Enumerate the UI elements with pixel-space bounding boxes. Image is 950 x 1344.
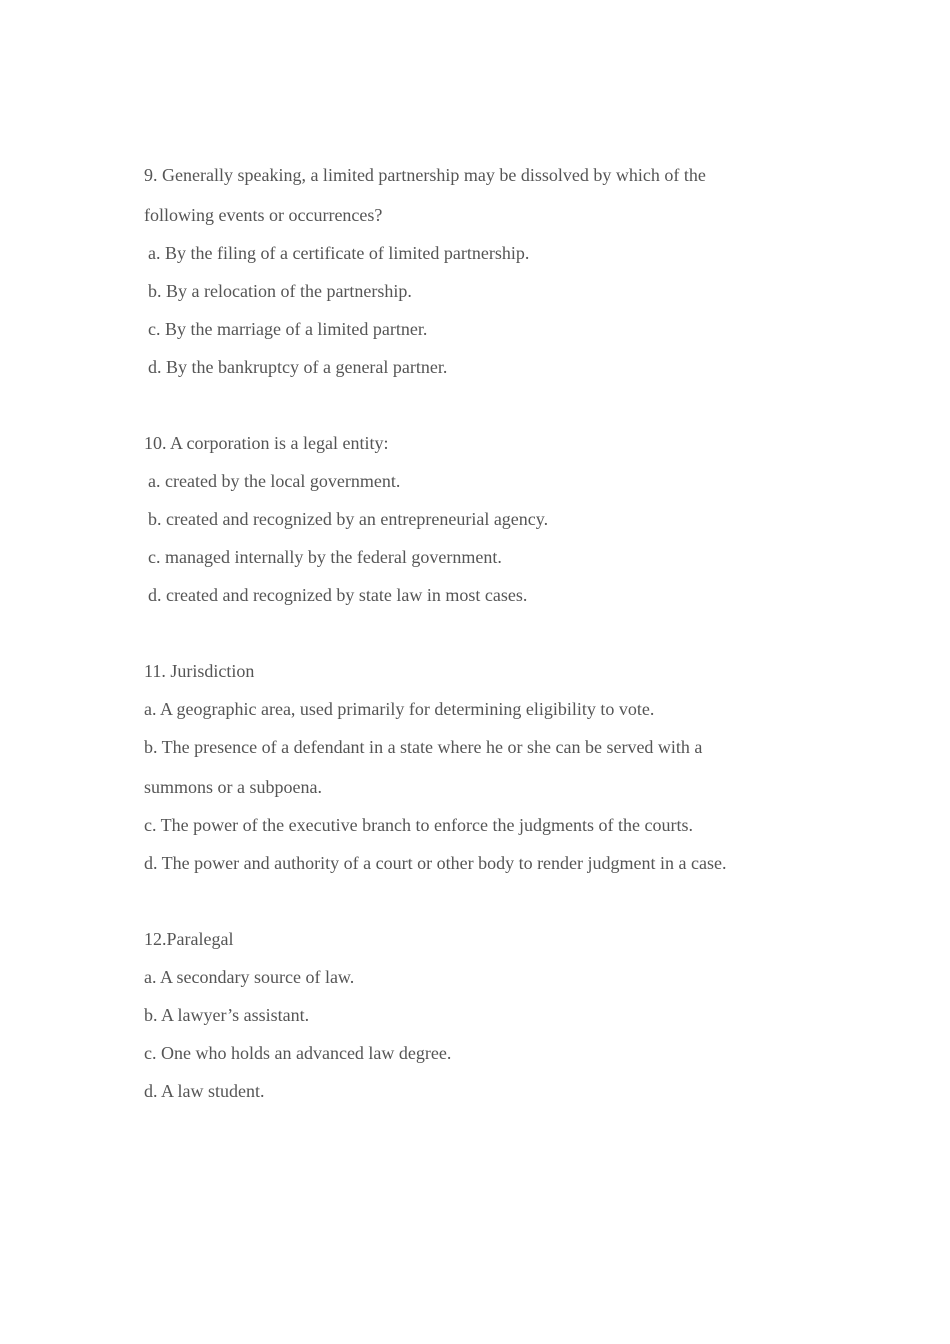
answer-option: b. created and recognized by an entrepreneurial agency. (148, 509, 549, 529)
document-page (144, 160, 824, 1114)
answer-option: b. The presence of a defendant in a state where he or she can be served with a (144, 737, 703, 757)
answer-option: b. By a relocation of the partnership. (148, 281, 412, 301)
question-stem: 10. A corporation is a legal entity: (144, 433, 389, 453)
answer-option: d. The power and authority of a court or other body to render judgment in a case. (144, 853, 727, 873)
spacer (144, 390, 824, 428)
answer-option: c. The power of the executive branch to enforce the judgments of the courts. (144, 815, 693, 835)
question-9 (144, 160, 824, 390)
question-stem: following events or occurrences? (144, 205, 383, 225)
spacer (144, 886, 824, 924)
spacer (144, 618, 824, 656)
answer-option: a. By the filing of a certificate of limited partnership. (148, 243, 530, 263)
answer-option: c. One who holds an advanced law degree. (144, 1043, 452, 1063)
answer-option: a. created by the local government. (148, 471, 401, 491)
question-10 (144, 428, 824, 618)
answer-option: d. By the bankruptcy of a general partner. (148, 357, 448, 377)
answer-option: a. A secondary source of law. (144, 967, 355, 987)
answer-option-continued: summons or a subpoena. (144, 777, 322, 797)
answer-option: d. A law student. (144, 1081, 265, 1101)
answer-option: c. By the marriage of a limited partner. (148, 319, 428, 339)
question-11 (144, 656, 824, 886)
answer-option: d. created and recognized by state law in most cases. (148, 585, 528, 605)
question-stem: 11. Jurisdiction (144, 661, 255, 681)
answer-option: b. A lawyer’s assistant. (144, 1005, 310, 1025)
question-stem: 12.Paralegal (144, 929, 234, 949)
question-12 (144, 924, 824, 1114)
answer-option: a. A geographic area, used primarily for determining eligibility to vote. (144, 699, 655, 719)
answer-option: c. managed internally by the federal government. (148, 547, 502, 567)
question-stem: 9. Generally speaking, a limited partnership may be dissolved by which of the (144, 165, 706, 185)
